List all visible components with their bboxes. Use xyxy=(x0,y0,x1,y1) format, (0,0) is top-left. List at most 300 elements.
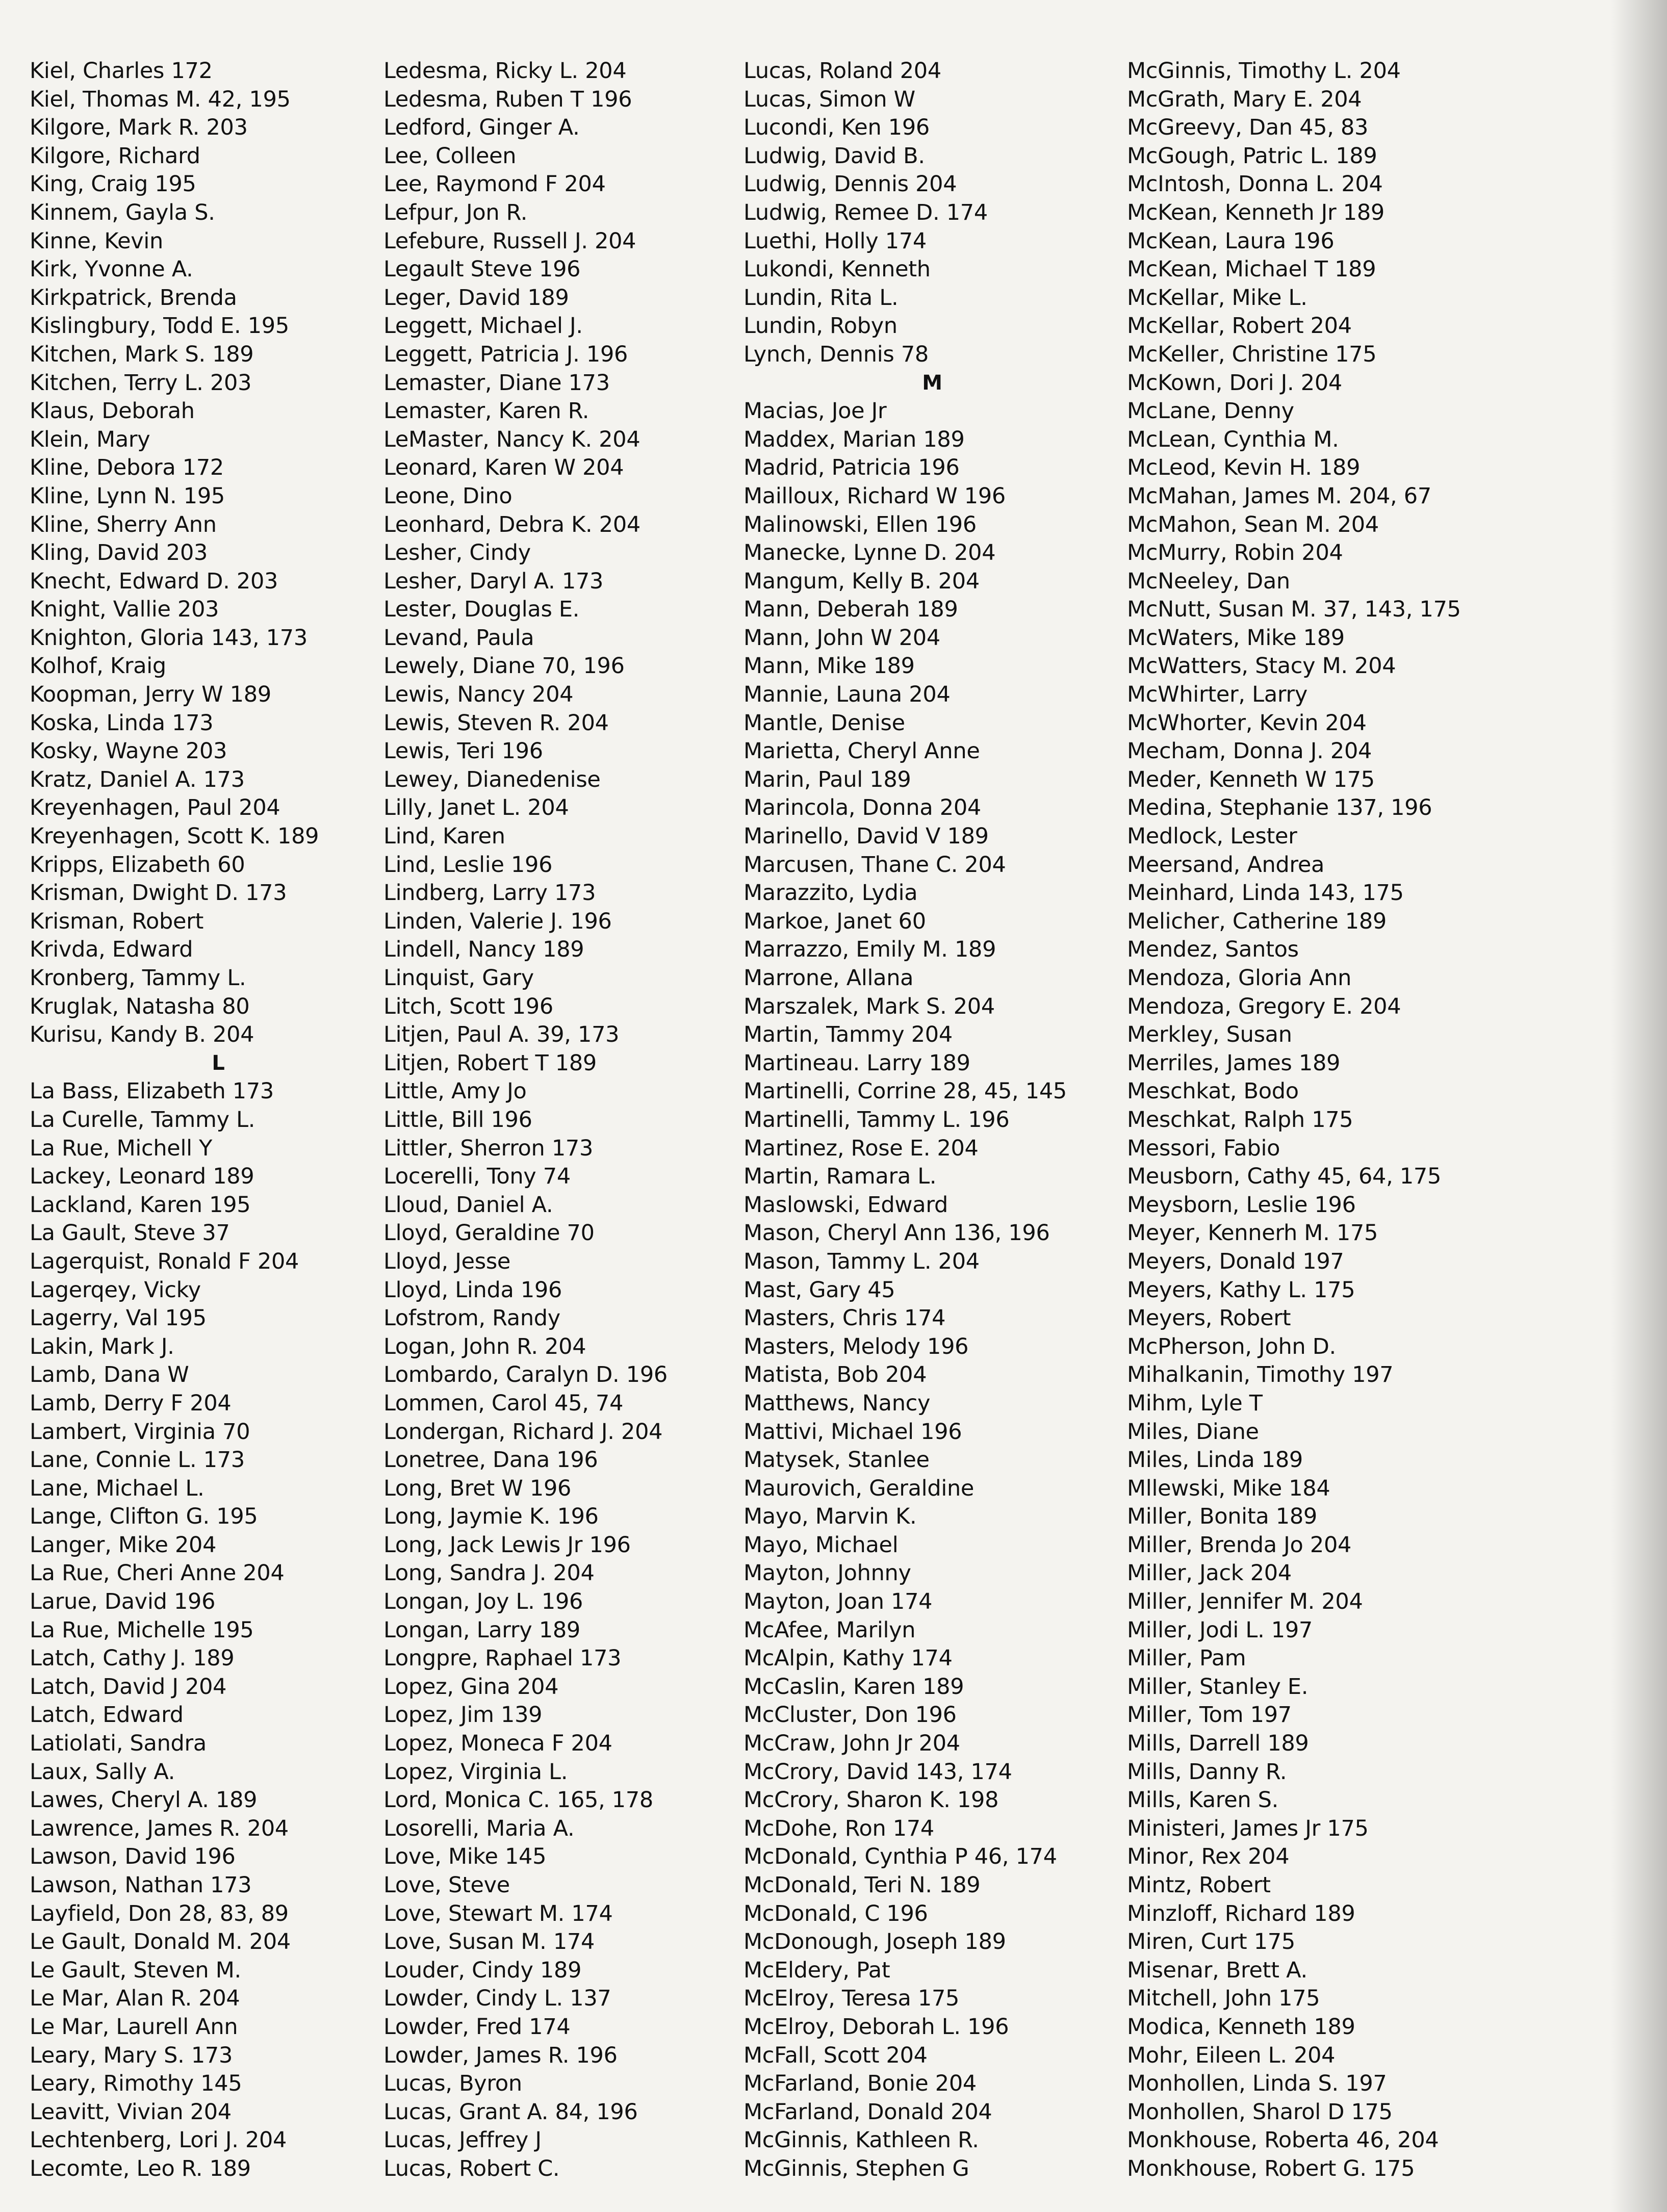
index-entry: Merkley, Susan xyxy=(1127,1022,1292,1048)
index-entry: McNutt, Susan M. 37, 143, 175 xyxy=(1127,597,1461,623)
index-entry: Maslowski, Edward xyxy=(743,1192,948,1218)
index-entry: Masters, Melody 196 xyxy=(743,1333,969,1359)
index-entry: Mills, Karen S. xyxy=(1127,1787,1279,1813)
index-entry: Lagerqey, Vicky xyxy=(30,1277,201,1303)
index-entry: Miller, Tom 197 xyxy=(1127,1702,1292,1728)
index-entry: Lopez, Jim 139 xyxy=(383,1702,543,1728)
index-entry: Mills, Darrell 189 xyxy=(1127,1731,1309,1757)
index-entry: Mangum, Kelly B. 204 xyxy=(743,568,980,594)
index-entry: Meschkat, Ralph 175 xyxy=(1127,1107,1353,1133)
index-entry: McMahon, Sean M. 204 xyxy=(1127,511,1379,537)
index-entry: Minzloff, Richard 189 xyxy=(1127,1900,1355,1926)
index-entry: Maddex, Marian 189 xyxy=(743,426,965,452)
index-entry: Leonhard, Debra K. 204 xyxy=(383,511,640,537)
index-entry: Long, Jaymie K. 196 xyxy=(383,1504,599,1530)
index-entry: Marincola, Donna 204 xyxy=(743,795,981,821)
index-entry: Macias, Joe Jr xyxy=(743,398,887,424)
index-entry: Londergan, Richard J. 204 xyxy=(383,1419,663,1445)
index-entry: Lloyd, Linda 196 xyxy=(383,1277,562,1303)
index-entry: McAfee, Marilyn xyxy=(743,1617,916,1643)
index-entry: Lefpur, Jon R. xyxy=(383,199,528,225)
index-entry: Kline, Lynn N. 195 xyxy=(30,483,225,509)
index-entry: Miller, Jennifer M. 204 xyxy=(1127,1589,1363,1615)
index-entry: Lesher, Daryl A. 173 xyxy=(383,568,604,594)
index-entry: Lamb, Dana W xyxy=(30,1362,189,1388)
index-entry: Miles, Linda 189 xyxy=(1127,1447,1303,1473)
index-entry: Mayton, Johnny xyxy=(743,1560,911,1586)
index-entry: Legault Steve 196 xyxy=(383,256,581,282)
index-entry: Masters, Chris 174 xyxy=(743,1305,946,1331)
index-entry: Meder, Kenneth W 175 xyxy=(1127,766,1375,792)
index-entry: Koska, Linda 173 xyxy=(30,710,214,736)
index-entry: Kosky, Wayne 203 xyxy=(30,738,227,764)
index-entry: Lewey, Dianedenise xyxy=(383,766,601,792)
index-entry: Mllewski, Mike 184 xyxy=(1127,1475,1330,1501)
index-entry: Lukondi, Kenneth xyxy=(743,256,931,282)
index-entry: Lambert, Virginia 70 xyxy=(30,1419,250,1445)
index-entry: Louder, Cindy 189 xyxy=(383,1957,582,1983)
index-entry: Miller, Pam xyxy=(1127,1645,1246,1671)
index-entry: Lagerquist, Ronald F 204 xyxy=(30,1248,299,1274)
index-entry: Knighton, Gloria 143, 173 xyxy=(30,625,307,651)
index-entry: Mailloux, Richard W 196 xyxy=(743,483,1006,509)
index-entry: Kripps, Elizabeth 60 xyxy=(30,852,245,878)
index-entry: Le Mar, Alan R. 204 xyxy=(30,1986,240,2012)
index-entry: Lester, Douglas E. xyxy=(383,597,580,623)
index-entry: Marietta, Cheryl Anne xyxy=(743,738,980,764)
index-entry: Miller, Stanley E. xyxy=(1127,1674,1309,1700)
index-entry: Meinhard, Linda 143, 175 xyxy=(1127,880,1404,906)
index-entry: Le Gault, Steven M. xyxy=(30,1957,241,1983)
index-entry: Knecht, Edward D. 203 xyxy=(30,568,278,594)
index-entry: Long, Sandra J. 204 xyxy=(383,1560,595,1586)
index-entry: Ledesma, Ruben T 196 xyxy=(383,86,632,112)
index-entry: Kilgore, Richard xyxy=(30,143,200,169)
index-entry: Leonard, Karen W 204 xyxy=(383,455,624,481)
index-entry: McFarland, Bonie 204 xyxy=(743,2071,977,2097)
index-entry: Mohr, Eileen L. 204 xyxy=(1127,2042,1336,2068)
index-entry: Lord, Monica C. 165, 178 xyxy=(383,1787,653,1813)
index-entry: Larue, David 196 xyxy=(30,1589,216,1615)
index-entry: Lucas, Jeffrey J xyxy=(383,2127,542,2153)
index-entry: Lee, Colleen xyxy=(383,143,517,169)
index-entry: McMahan, James M. 204, 67 xyxy=(1127,483,1431,509)
index-entry: Lefebure, Russell J. 204 xyxy=(383,228,636,254)
index-entry: La Bass, Elizabeth 173 xyxy=(30,1078,274,1104)
index-entry: Kirk, Yvonne A. xyxy=(30,256,193,282)
index-entry: Leger, David 189 xyxy=(383,285,569,311)
index-entry: McCrory, Sharon K. 198 xyxy=(743,1787,999,1813)
section-letter-heading: M xyxy=(922,371,942,395)
index-entry: Lange, Clifton G. 195 xyxy=(30,1504,258,1530)
index-entry: McElroy, Deborah L. 196 xyxy=(743,2014,1009,2040)
index-entry: Lofstrom, Randy xyxy=(383,1305,560,1331)
index-entry: Lucas, Grant A. 84, 196 xyxy=(383,2099,638,2125)
index-entry: Lundin, Rita L. xyxy=(743,285,899,311)
index-entry: Kreyenhagen, Paul 204 xyxy=(30,795,280,821)
index-entry: La Rue, Cheri Anne 204 xyxy=(30,1560,285,1586)
index-entry: Martinelli, Corrine 28, 45, 145 xyxy=(743,1078,1067,1104)
index-entry: Marrone, Allana xyxy=(743,965,914,991)
index-entry: Martinelli, Tammy L. 196 xyxy=(743,1107,1010,1133)
index-entry: Mendez, Santos xyxy=(1127,937,1299,963)
index-entry: Lackey, Leonard 189 xyxy=(30,1164,254,1190)
index-entry: Love, Steve xyxy=(383,1872,510,1898)
index-entry: Lloud, Daniel A. xyxy=(383,1192,553,1218)
index-entry: Lloyd, Geraldine 70 xyxy=(383,1220,595,1246)
index-entry: Miller, Jack 204 xyxy=(1127,1560,1292,1586)
index-entry: Meyers, Kathy L. 175 xyxy=(1127,1277,1355,1303)
index-entry: Lopez, Moneca F 204 xyxy=(383,1731,612,1757)
index-entry: Klaus, Deborah xyxy=(30,398,195,424)
index-entry: McAlpin, Kathy 174 xyxy=(743,1645,953,1671)
index-entry: Lechtenberg, Lori J. 204 xyxy=(30,2127,287,2153)
index-entry: McFall, Scott 204 xyxy=(743,2042,928,2068)
index-entry: McCaslin, Karen 189 xyxy=(743,1674,964,1700)
index-entry: Lackland, Karen 195 xyxy=(30,1192,251,1218)
index-entry: Lilly, Janet L. 204 xyxy=(383,795,569,821)
index-entry: McCluster, Don 196 xyxy=(743,1702,957,1728)
index-entry: McKean, Michael T 189 xyxy=(1127,256,1376,282)
index-column-1 xyxy=(30,57,407,2183)
index-entry: Mihm, Lyle T xyxy=(1127,1390,1263,1416)
index-entry: Lemaster, Diane 173 xyxy=(383,370,610,396)
index-entry: Lucondi, Ken 196 xyxy=(743,115,930,141)
index-entry: Le Mar, Laurell Ann xyxy=(30,2014,238,2040)
index-entry: Lewis, Steven R. 204 xyxy=(383,710,609,736)
index-entry: Monhollen, Linda S. 197 xyxy=(1127,2071,1387,2097)
index-entry: Lloyd, Jesse xyxy=(383,1248,511,1274)
index-entry: Mann, Deberah 189 xyxy=(743,597,958,623)
index-entry: Mitchell, John 175 xyxy=(1127,1986,1320,2012)
index-entry: McGreevy, Dan 45, 83 xyxy=(1127,115,1369,141)
index-entry: McGough, Patric L. 189 xyxy=(1127,143,1377,169)
index-entry: Kilgore, Mark R. 203 xyxy=(30,115,248,141)
index-entry: Luethi, Holly 174 xyxy=(743,228,927,254)
index-entry: McEldery, Pat xyxy=(743,1957,890,1983)
index-entry: Long, Jack Lewis Jr 196 xyxy=(383,1532,631,1558)
index-entry: Mann, Mike 189 xyxy=(743,653,915,679)
index-entry: Meyers, Robert xyxy=(1127,1305,1291,1331)
index-entry: Medina, Stephanie 137, 196 xyxy=(1127,795,1432,821)
index-entry: McWaters, Mike 189 xyxy=(1127,625,1345,651)
index-entry: Ludwig, Dennis 204 xyxy=(743,171,957,197)
index-entry: Kitchen, Mark S. 189 xyxy=(30,341,254,367)
index-entry: McKown, Dori J. 204 xyxy=(1127,370,1342,396)
index-entry: McWhirter, Larry xyxy=(1127,682,1308,708)
index-entry: Meysborn, Leslie 196 xyxy=(1127,1192,1356,1218)
index-entry: Leone, Dino xyxy=(383,483,512,509)
index-entry: Markoe, Janet 60 xyxy=(743,908,926,934)
index-entry: Little, Bill 196 xyxy=(383,1107,532,1133)
index-entry: Messori, Fabio xyxy=(1127,1135,1280,1161)
index-entry: Modica, Kenneth 189 xyxy=(1127,2014,1355,2040)
index-column-3 xyxy=(743,57,1121,2183)
index-entry: Locerelli, Tony 74 xyxy=(383,1164,571,1190)
index-entry: Langer, Mike 204 xyxy=(30,1532,217,1558)
index-entry: McKellar, Robert 204 xyxy=(1127,313,1352,339)
index-entry: Marinello, David V 189 xyxy=(743,824,989,850)
index-entry: Monhollen, Sharol D 175 xyxy=(1127,2099,1393,2125)
index-entry: McDonough, Joseph 189 xyxy=(743,1929,1006,1955)
index-entry: Meersand, Andrea xyxy=(1127,852,1325,878)
index-entry: McGinnis, Kathleen R. xyxy=(743,2127,979,2153)
index-entry: Leavitt, Vivian 204 xyxy=(30,2099,232,2125)
index-entry: Lucas, Simon W xyxy=(743,86,915,112)
index-entry: Kislingbury, Todd E. 195 xyxy=(30,313,289,339)
index-entry: Misenar, Brett A. xyxy=(1127,1957,1307,1983)
index-entry: Martineau. Larry 189 xyxy=(743,1050,970,1076)
index-entry: Marin, Paul 189 xyxy=(743,766,911,792)
index-entry: McDonald, C 196 xyxy=(743,1900,928,1926)
index-entry: Marrazzo, Emily M. 189 xyxy=(743,937,996,963)
index-entry: Ludwig, David B. xyxy=(743,143,925,169)
index-entry: McPherson, John D. xyxy=(1127,1333,1336,1359)
index-entry: Litch, Scott 196 xyxy=(383,993,553,1019)
index-entry: Lecomte, Leo R. 189 xyxy=(30,2155,251,2181)
index-entry: Lane, Michael L. xyxy=(30,1475,204,1501)
index-entry: Mantle, Denise xyxy=(743,710,905,736)
index-entry: McDonald, Cynthia P 46, 174 xyxy=(743,1844,1057,1870)
index-entry: Laux, Sally A. xyxy=(30,1759,175,1785)
index-entry: Merriles, James 189 xyxy=(1127,1050,1341,1076)
index-entry: Lagerry, Val 195 xyxy=(30,1305,207,1331)
index-entry: Lucas, Roland 204 xyxy=(743,58,941,84)
index-entry: Kling, David 203 xyxy=(30,540,208,566)
index-entry: Lane, Connie L. 173 xyxy=(30,1447,245,1473)
index-entry: Leggett, Patricia J. 196 xyxy=(383,341,628,367)
index-entry: McIntosh, Donna L. 204 xyxy=(1127,171,1383,197)
index-entry: Latch, David J 204 xyxy=(30,1674,227,1700)
index-entry: Miller, Bonita 189 xyxy=(1127,1504,1317,1530)
index-entry: Little, Amy Jo xyxy=(383,1078,527,1104)
index-entry: Mason, Cheryl Ann 136, 196 xyxy=(743,1220,1050,1246)
index-entry: Marszalek, Mark S. 204 xyxy=(743,993,995,1019)
index-entry: Meyers, Donald 197 xyxy=(1127,1248,1344,1274)
index-entry: Le Gault, Donald M. 204 xyxy=(30,1929,291,1955)
index-entry: Lee, Raymond F 204 xyxy=(383,171,606,197)
index-entry: McDohe, Ron 174 xyxy=(743,1815,934,1841)
index-entry: Mayo, Michael xyxy=(743,1532,899,1558)
index-entry: Kinne, Kevin xyxy=(30,228,164,254)
index-entry: Meschkat, Bodo xyxy=(1127,1078,1299,1104)
index-entry: McKean, Laura 196 xyxy=(1127,228,1335,254)
index-entry: King, Craig 195 xyxy=(30,171,196,197)
index-entry: McCraw, John Jr 204 xyxy=(743,1731,960,1757)
index-entry: Ministeri, James Jr 175 xyxy=(1127,1815,1369,1841)
index-entry: Leary, Mary S. 173 xyxy=(30,2042,233,2068)
index-entry: Miller, Brenda Jo 204 xyxy=(1127,1532,1352,1558)
index-entry: Lowder, Fred 174 xyxy=(383,2014,571,2040)
index-entry: Koopman, Jerry W 189 xyxy=(30,682,271,708)
index-entry: Mihalkanin, Timothy 197 xyxy=(1127,1362,1394,1388)
index-entry: Lombardo, Caralyn D. 196 xyxy=(383,1362,668,1388)
index-entry: Monkhouse, Roberta 46, 204 xyxy=(1127,2127,1439,2153)
index-entry: Klein, Mary xyxy=(30,426,150,452)
index-entry: Lawson, David 196 xyxy=(30,1844,236,1870)
index-entry: Kitchen, Terry L. 203 xyxy=(30,370,252,396)
index-entry: Lewis, Teri 196 xyxy=(383,738,543,764)
index-entry: Littler, Sherron 173 xyxy=(383,1135,594,1161)
index-entry: Mills, Danny R. xyxy=(1127,1759,1287,1785)
index-entry: La Rue, Michell Y xyxy=(30,1135,213,1161)
index-entry: La Gault, Steve 37 xyxy=(30,1220,230,1246)
index-entry: Mayo, Marvin K. xyxy=(743,1504,917,1530)
index-entry: Lommen, Carol 45, 74 xyxy=(383,1390,624,1416)
index-entry: Lindberg, Larry 173 xyxy=(383,880,596,906)
index-entry: Martin, Tammy 204 xyxy=(743,1022,953,1048)
index-column-2 xyxy=(383,57,761,2183)
index-entry: McGrath, Mary E. 204 xyxy=(1127,86,1362,112)
index-entry: Ludwig, Remee D. 174 xyxy=(743,199,988,225)
index-entry: Mannie, Launa 204 xyxy=(743,682,951,708)
index-entry: Linquist, Gary xyxy=(383,965,534,991)
index-entry: Knight, Vallie 203 xyxy=(30,597,219,623)
index-entry: La Rue, Michelle 195 xyxy=(30,1617,254,1643)
index-entry: Lindell, Nancy 189 xyxy=(383,937,584,963)
index-entry: Meusborn, Cathy 45, 64, 175 xyxy=(1127,1164,1442,1190)
index-entry: Longan, Joy L. 196 xyxy=(383,1589,583,1615)
index-entry: McElroy, Teresa 175 xyxy=(743,1986,960,2012)
index-entry: Litjen, Robert T 189 xyxy=(383,1050,597,1076)
index-entry: Monkhouse, Robert G. 175 xyxy=(1127,2155,1415,2181)
index-entry: Marazzito, Lydia xyxy=(743,880,918,906)
index-entry: Lawson, Nathan 173 xyxy=(30,1872,252,1898)
index-entry: Logan, John R. 204 xyxy=(383,1333,586,1359)
index-entry: Minor, Rex 204 xyxy=(1127,1844,1290,1870)
index-entry: Latch, Cathy J. 189 xyxy=(30,1645,235,1671)
index-entry: Lowder, James R. 196 xyxy=(383,2042,618,2068)
index-entry: McDonald, Teri N. 189 xyxy=(743,1872,981,1898)
index-entry: Melicher, Catherine 189 xyxy=(1127,908,1387,934)
index-entry: Lowder, Cindy L. 137 xyxy=(383,1986,611,2012)
index-entry: McLeod, Kevin H. 189 xyxy=(1127,455,1361,481)
index-entry: Lind, Karen xyxy=(383,824,505,850)
index-entry: Lucas, Robert C. xyxy=(383,2155,560,2181)
index-entry: Lewely, Diane 70, 196 xyxy=(383,653,625,679)
index-entry: Ledford, Ginger A. xyxy=(383,115,580,141)
index-entry: Lewis, Nancy 204 xyxy=(383,682,574,708)
index-entry: Kiel, Thomas M. 42, 195 xyxy=(30,86,291,112)
index-entry: Kreyenhagen, Scott K. 189 xyxy=(30,824,319,850)
index-entry: Leggett, Michael J. xyxy=(383,313,583,339)
index-entry: Lawrence, James R. 204 xyxy=(30,1815,289,1841)
index-entry: Krivda, Edward xyxy=(30,937,193,963)
index-entry: Lind, Leslie 196 xyxy=(383,852,553,878)
index-entry: Mendoza, Gregory E. 204 xyxy=(1127,993,1401,1019)
index-entry: Leary, Rimothy 145 xyxy=(30,2071,242,2097)
index-entry: Mann, John W 204 xyxy=(743,625,940,651)
index-entry: Lakin, Mark J. xyxy=(30,1333,174,1359)
index-entry: McWhorter, Kevin 204 xyxy=(1127,710,1367,736)
index-entry: Litjen, Paul A. 39, 173 xyxy=(383,1022,620,1048)
index-entry: Kronberg, Tammy L. xyxy=(30,965,246,991)
index-entry: Lundin, Robyn xyxy=(743,313,897,339)
index-entry: Miles, Diane xyxy=(1127,1419,1259,1445)
index-entry: Love, Mike 145 xyxy=(383,1844,547,1870)
index-entry: Lemaster, Karen R. xyxy=(383,398,589,424)
index-entry: Lopez, Gina 204 xyxy=(383,1674,559,1700)
index-entry: Matista, Bob 204 xyxy=(743,1362,927,1388)
index-entry: Malinowski, Ellen 196 xyxy=(743,511,977,537)
index-column-4 xyxy=(1127,57,1504,2183)
index-entry: Krisman, Dwight D. 173 xyxy=(30,880,287,906)
index-entry: Martinez, Rose E. 204 xyxy=(743,1135,979,1161)
index-entry: McKellar, Mike L. xyxy=(1127,285,1307,311)
index-entry: Longpre, Raphael 173 xyxy=(383,1645,622,1671)
page-edge-shadow xyxy=(1611,0,1667,2212)
index-entry: Mast, Gary 45 xyxy=(743,1277,895,1303)
index-entry: Kline, Debora 172 xyxy=(30,455,224,481)
index-entry: Lamb, Derry F 204 xyxy=(30,1390,232,1416)
index-entry: Miller, Jodi L. 197 xyxy=(1127,1617,1313,1643)
index-entry: LeMaster, Nancy K. 204 xyxy=(383,426,640,452)
index-entry: Lawes, Cheryl A. 189 xyxy=(30,1787,258,1813)
index-entry: Matthews, Nancy xyxy=(743,1390,931,1416)
index-entry: Long, Bret W 196 xyxy=(383,1475,572,1501)
index-entry: Martin, Ramara L. xyxy=(743,1164,937,1190)
index-entry: Lopez, Virginia L. xyxy=(383,1759,568,1785)
index-entry: Latiolati, Sandra xyxy=(30,1731,207,1757)
index-entry: Kline, Sherry Ann xyxy=(30,511,217,537)
index-entry: Meyer, Kennerh M. 175 xyxy=(1127,1220,1378,1246)
index-entry: McGinnis, Stephen G xyxy=(743,2155,969,2181)
index-entry: McWatters, Stacy M. 204 xyxy=(1127,653,1396,679)
index-entry: Kinnem, Gayla S. xyxy=(30,199,215,225)
index-entry: McKeller, Christine 175 xyxy=(1127,341,1377,367)
index-entry: Kolhof, Kraig xyxy=(30,653,166,679)
index-entry: Kirkpatrick, Brenda xyxy=(30,285,237,311)
index-entry: Lesher, Cindy xyxy=(383,540,531,566)
index-entry: Love, Susan M. 174 xyxy=(383,1929,595,1955)
index-entry: Mason, Tammy L. 204 xyxy=(743,1248,980,1274)
index-entry: Lucas, Byron xyxy=(383,2071,522,2097)
index-entry: Linden, Valerie J. 196 xyxy=(383,908,612,934)
index-entry: McLane, Denny xyxy=(1127,398,1294,424)
index-entry: Kurisu, Kandy B. 204 xyxy=(30,1022,254,1048)
index-entry: Layfield, Don 28, 83, 89 xyxy=(30,1900,289,1926)
index-entry: McNeeley, Dan xyxy=(1127,568,1290,594)
index-entry: Kiel, Charles 172 xyxy=(30,58,213,84)
index-entry: Maurovich, Geraldine xyxy=(743,1475,974,1501)
index-entry: Mayton, Joan 174 xyxy=(743,1589,933,1615)
index-entry: La Curelle, Tammy L. xyxy=(30,1107,255,1133)
index-entry: Mendoza, Gloria Ann xyxy=(1127,965,1352,991)
section-letter-heading: L xyxy=(212,1051,225,1075)
index-entry: McMurry, Robin 204 xyxy=(1127,540,1343,566)
index-entry: McLean, Cynthia M. xyxy=(1127,426,1339,452)
index-entry: Lonetree, Dana 196 xyxy=(383,1447,598,1473)
index-entry: Kratz, Daniel A. 173 xyxy=(30,766,245,792)
index-entry: McKean, Kenneth Jr 189 xyxy=(1127,199,1384,225)
index-entry: Losorelli, Maria A. xyxy=(383,1815,575,1841)
index-entry: Ledesma, Ricky L. 204 xyxy=(383,58,627,84)
index-entry: Madrid, Patricia 196 xyxy=(743,455,960,481)
index-entry: Lynch, Dennis 78 xyxy=(743,341,929,367)
index-entry: McFarland, Donald 204 xyxy=(743,2099,992,2125)
index-entry: Medlock, Lester xyxy=(1127,824,1297,850)
index-entry: Latch, Edward xyxy=(30,1702,184,1728)
index-entry: Mecham, Donna J. 204 xyxy=(1127,738,1372,764)
index-entry: Longan, Larry 189 xyxy=(383,1617,580,1643)
index-entry: Krisman, Robert xyxy=(30,908,204,934)
index-entry: McGinnis, Timothy L. 204 xyxy=(1127,58,1401,84)
index-entry: Mattivi, Michael 196 xyxy=(743,1419,962,1445)
index-entry: Kruglak, Natasha 80 xyxy=(30,993,250,1019)
index-entry: Marcusen, Thane C. 204 xyxy=(743,852,1006,878)
index-entry: Mintz, Robert xyxy=(1127,1872,1271,1898)
index-entry: Miren, Curt 175 xyxy=(1127,1929,1295,1955)
